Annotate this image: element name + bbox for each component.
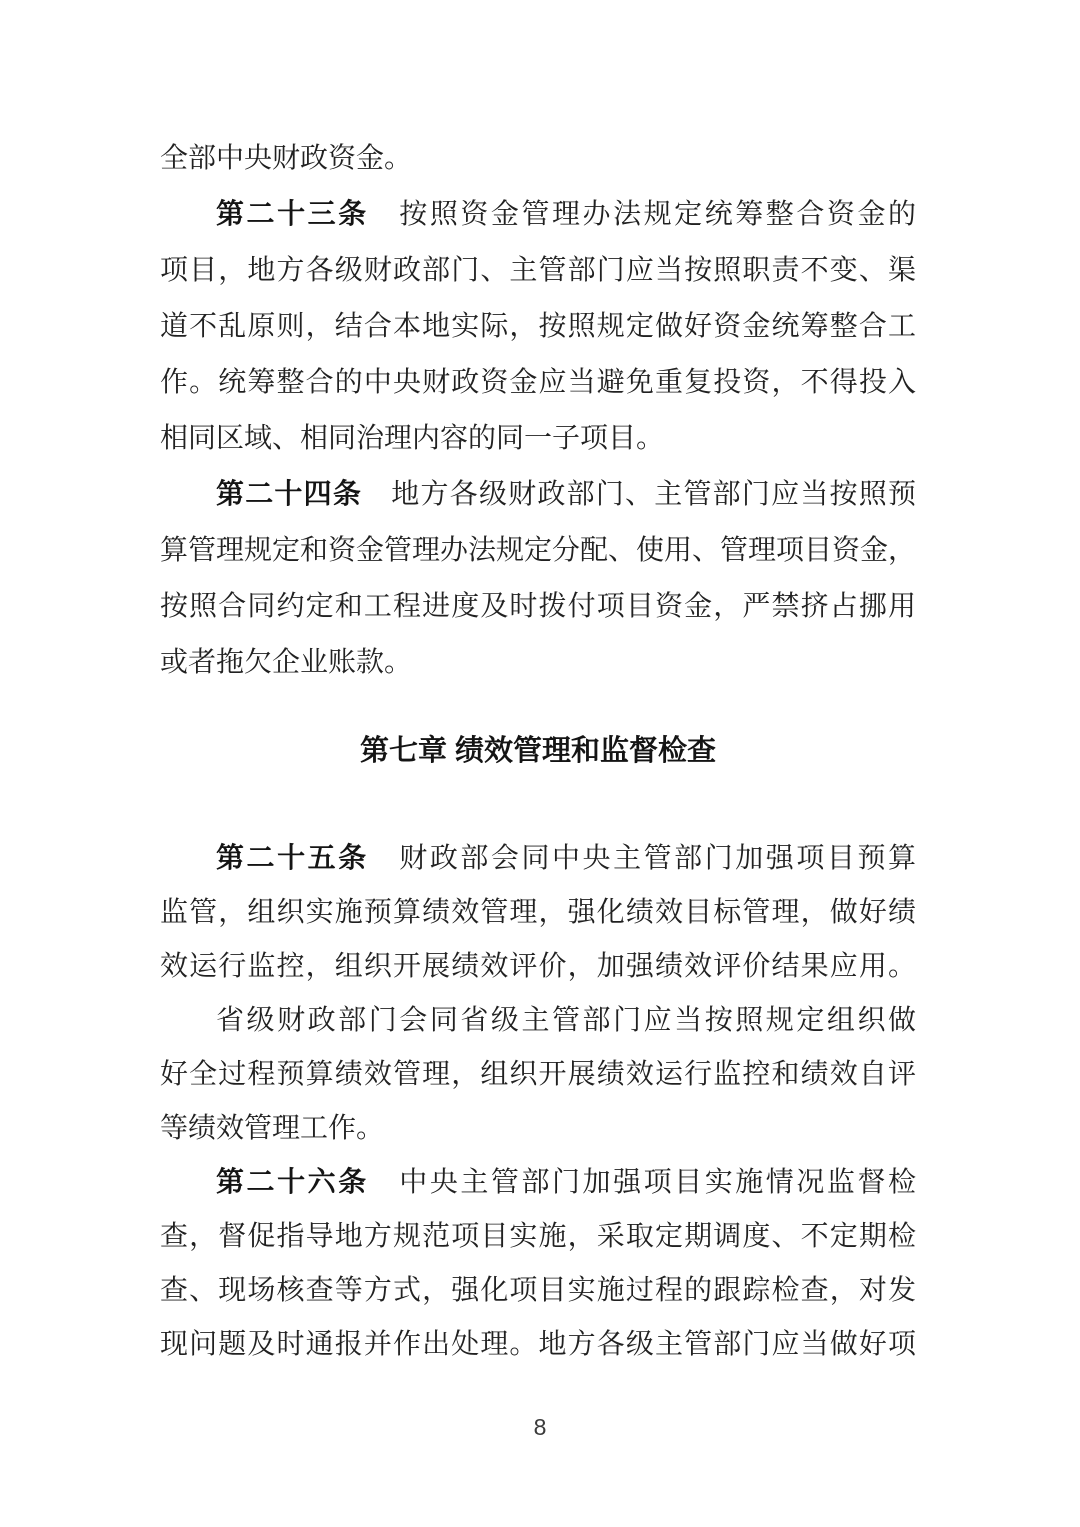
article-number: 第二十三条 (216, 198, 369, 229)
text-line (160, 831, 916, 885)
line-text: 中央主管部门加强项目实施情况监督检 (368, 1167, 916, 1198)
line-text: 监管，组织实施预算绩效管理，强化绩效目标管理，做好绩 (160, 897, 916, 928)
line-text: 地方各级财政部门、主管部门应当按照预 (362, 479, 916, 510)
text-line (160, 1155, 916, 1209)
text-line (160, 1047, 916, 1101)
line-text: 或者拖欠企业账款。 (160, 647, 413, 678)
text-line (160, 186, 916, 242)
article-number: 第二十五条 (216, 842, 369, 873)
line-text: 省级财政部门会同省级主管部门应当按照规定组织做 (216, 1005, 916, 1036)
text-line (160, 1317, 916, 1371)
text-line (160, 885, 916, 939)
line-text: 现问题及时通报并作出处理。地方各级主管部门应当做好项 (160, 1329, 916, 1360)
line-text: 算管理规定和资金管理办法规定分配、使用、管理项目资金， (160, 535, 916, 566)
text-line (160, 410, 916, 466)
line-text: 效运行监控，组织开展绩效评价，加强绩效评价结果应用。 (160, 951, 916, 982)
line-text: 全部中央财政资金。 (160, 143, 413, 174)
line-text: 按照合同约定和工程进度及时拨付项目资金，严禁挤占挪用 (160, 591, 916, 622)
text-line (160, 634, 916, 690)
article-number: 第二十六条 (216, 1166, 369, 1197)
line-text: 项目，地方各级财政部门、主管部门应当按照职责不变、渠 (160, 255, 916, 286)
line-text: 财政部会同中央主管部门加强项目预算 (368, 843, 916, 874)
text-line (160, 242, 916, 298)
text-line (160, 939, 916, 993)
page-number: 8 (533, 1414, 547, 1440)
text-line (160, 578, 916, 634)
line-text: 好全过程预算绩效管理，组织开展绩效运行监控和绩效自评 (160, 1059, 916, 1090)
line-text: 查，督促指导地方规范项目实施，采取定期调度、不定期检 (160, 1221, 916, 1252)
line-text: 等绩效管理工作。 (160, 1113, 385, 1144)
text-line (160, 130, 916, 186)
text-block-lower (160, 831, 916, 1371)
line-text: 作。统筹整合的中央财政资金应当避免重复投资，不得投入 (160, 367, 916, 398)
text-line (160, 522, 916, 578)
text-block-upper (160, 130, 916, 690)
line-text: 按照资金管理办法规定统筹整合资金的 (368, 199, 916, 230)
text-line (160, 354, 916, 410)
line-text: 相同区域、相同治理内容的同一子项目。 (160, 423, 665, 454)
text-line (160, 1263, 916, 1317)
article-number: 第二十四条 (216, 478, 363, 509)
line-text: 查、现场核查等方式，强化项目实施过程的跟踪检查，对发 (160, 1275, 916, 1306)
text-line (160, 298, 916, 354)
text-line (160, 993, 916, 1047)
line-text: 道不乱原则，结合本地实际，按照规定做好资金统筹整合工 (160, 311, 916, 342)
text-line (160, 1209, 916, 1263)
text-line (160, 466, 916, 522)
text-line (160, 1101, 916, 1155)
chapter-heading: 第七章 绩效管理和监督检查 (359, 735, 717, 767)
